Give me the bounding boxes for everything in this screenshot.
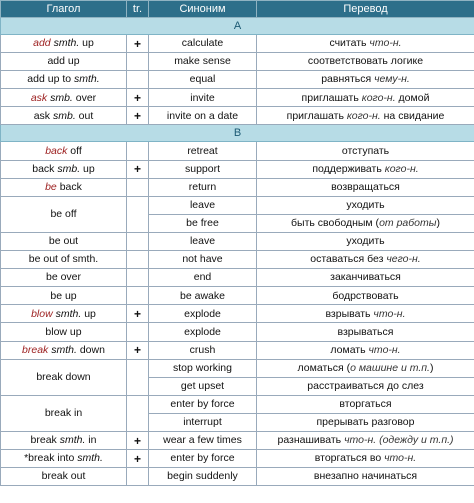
- section-row-a: [1, 18, 474, 35]
- translation-cell: вторгаться: [257, 395, 474, 413]
- header-row: [1, 1, 474, 18]
- verb-cell: back smb. up: [1, 160, 127, 178]
- synonym-cell: enter by force: [149, 395, 257, 413]
- transitive-mark: [127, 53, 149, 71]
- transitive-mark: [127, 71, 149, 89]
- translation-cell: расстраиваться до слез: [257, 377, 474, 395]
- header-verb: Глагол: [1, 1, 127, 18]
- transitive-mark: [127, 468, 149, 486]
- verb-cell: ask smb. out: [1, 107, 127, 125]
- transitive-mark: [127, 287, 149, 305]
- transitive-mark: [127, 359, 149, 395]
- verb-cell: back off: [1, 142, 127, 160]
- verb-cell: break in: [1, 395, 127, 431]
- synonym-cell: be awake: [149, 287, 257, 305]
- table-row: [1, 53, 474, 71]
- verb-cell: *break into smth.: [1, 450, 127, 468]
- synonym-cell: leave: [149, 232, 257, 250]
- verb-cell: break down: [1, 359, 127, 395]
- transitive-mark: [127, 269, 149, 287]
- translation-cell: взрывать что-н.: [257, 305, 474, 323]
- verb-cell: break smth. down: [1, 341, 127, 359]
- transitive-mark: +: [127, 341, 149, 359]
- transitive-mark: [127, 395, 149, 431]
- translation-cell: бодрствовать: [257, 287, 474, 305]
- synonym-cell: end: [149, 269, 257, 287]
- translation-cell: приглашать кого-н. домой: [257, 89, 474, 107]
- header-translation: Перевод: [257, 1, 474, 18]
- transitive-mark: [127, 196, 149, 232]
- table-row: [1, 395, 474, 413]
- table-row: [1, 35, 474, 53]
- transitive-mark: +: [127, 107, 149, 125]
- table-row: [1, 107, 474, 125]
- verb-cell: be over: [1, 269, 127, 287]
- header-tr: tr.: [127, 1, 149, 18]
- translation-cell: внезапно начинаться: [257, 468, 474, 486]
- synonym-cell: leave: [149, 196, 257, 214]
- table-row: [1, 287, 474, 305]
- transitive-mark: [127, 178, 149, 196]
- synonym-cell: calculate: [149, 35, 257, 53]
- synonym-cell: wear a few times: [149, 431, 257, 449]
- translation-cell: заканчиваться: [257, 269, 474, 287]
- translation-cell: возвращаться: [257, 178, 474, 196]
- translation-cell: ломать что-н.: [257, 341, 474, 359]
- translation-cell: соответствовать логике: [257, 53, 474, 71]
- table-row: [1, 450, 474, 468]
- translation-cell: ломаться (о машине и т.п.): [257, 359, 474, 377]
- verb-cell: be up: [1, 287, 127, 305]
- translation-cell: быть свободным (от работы): [257, 214, 474, 232]
- verb-cell: ask smb. over: [1, 89, 127, 107]
- section-label: A: [1, 18, 474, 35]
- transitive-mark: [127, 232, 149, 250]
- table-row: [1, 323, 474, 341]
- table-row: [1, 160, 474, 178]
- synonym-cell: interrupt: [149, 413, 257, 431]
- section-row-b: [1, 125, 474, 142]
- table-row: [1, 178, 474, 196]
- header-synonym: Синоним: [149, 1, 257, 18]
- verb-cell: be out: [1, 232, 127, 250]
- verb-cell: be off: [1, 196, 127, 232]
- table-row: [1, 232, 474, 250]
- synonym-cell: not have: [149, 251, 257, 269]
- synonym-cell: begin suddenly: [149, 468, 257, 486]
- translation-cell: разнашивать что-н. (одежду и т.п.): [257, 431, 474, 449]
- translation-cell: взрываться: [257, 323, 474, 341]
- transitive-mark: [127, 251, 149, 269]
- translation-cell: уходить: [257, 232, 474, 250]
- transitive-mark: +: [127, 450, 149, 468]
- verb-cell: add smth. up: [1, 35, 127, 53]
- transitive-mark: [127, 323, 149, 341]
- transitive-mark: +: [127, 160, 149, 178]
- translation-cell: считать что-н.: [257, 35, 474, 53]
- transitive-mark: +: [127, 35, 149, 53]
- synonym-cell: get upset: [149, 377, 257, 395]
- synonym-cell: be free: [149, 214, 257, 232]
- transitive-mark: +: [127, 431, 149, 449]
- synonym-cell: explode: [149, 323, 257, 341]
- verb-cell: add up to smth.: [1, 71, 127, 89]
- section-label: B: [1, 125, 474, 142]
- transitive-mark: [127, 142, 149, 160]
- verb-cell: add up: [1, 53, 127, 71]
- synonym-cell: invite: [149, 89, 257, 107]
- translation-cell: прерывать разговор: [257, 413, 474, 431]
- synonym-cell: make sense: [149, 53, 257, 71]
- synonym-cell: stop working: [149, 359, 257, 377]
- table-row: [1, 196, 474, 214]
- verb-cell: blow up: [1, 323, 127, 341]
- synonym-cell: explode: [149, 305, 257, 323]
- translation-cell: вторгаться во что-н.: [257, 450, 474, 468]
- synonym-cell: enter by force: [149, 450, 257, 468]
- table-row: [1, 305, 474, 323]
- verb-cell: be back: [1, 178, 127, 196]
- transitive-mark: +: [127, 89, 149, 107]
- synonym-cell: crush: [149, 341, 257, 359]
- synonym-cell: support: [149, 160, 257, 178]
- translation-cell: равняться чему-н.: [257, 71, 474, 89]
- verb-cell: break smth. in: [1, 431, 127, 449]
- transitive-mark: +: [127, 305, 149, 323]
- table-row: [1, 251, 474, 269]
- table-row: [1, 269, 474, 287]
- table-row: [1, 359, 474, 377]
- synonym-cell: retreat: [149, 142, 257, 160]
- verb-cell: break out: [1, 468, 127, 486]
- synonym-cell: equal: [149, 71, 257, 89]
- table-row: [1, 468, 474, 486]
- synonym-cell: invite on a date: [149, 107, 257, 125]
- table-row: [1, 431, 474, 449]
- table-row: [1, 142, 474, 160]
- translation-cell: отступать: [257, 142, 474, 160]
- table-row: [1, 89, 474, 107]
- translation-cell: поддерживать кого-н.: [257, 160, 474, 178]
- table-row: [1, 341, 474, 359]
- verb-cell: blow smth. up: [1, 305, 127, 323]
- translation-cell: уходить: [257, 196, 474, 214]
- verb-cell: be out of smth.: [1, 251, 127, 269]
- table-row: [1, 71, 474, 89]
- translation-cell: оставаться без чего-н.: [257, 251, 474, 269]
- translation-cell: приглашать кого-н. на свидание: [257, 107, 474, 125]
- synonym-cell: return: [149, 178, 257, 196]
